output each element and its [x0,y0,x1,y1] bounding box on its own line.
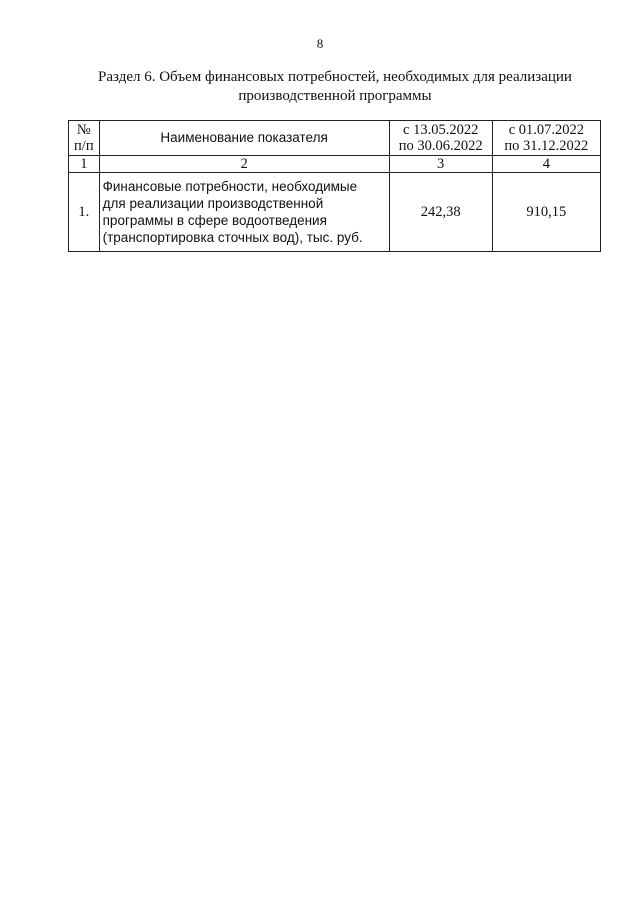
header-name-cell: Наименование показателя [99,121,389,156]
section-title-line-2: производственной программы [238,88,432,104]
header-num-line-1: № [76,121,91,138]
page-number: 8 [316,36,324,51]
row-period-2-value: 910,15 [492,173,600,252]
table-row [69,173,601,252]
row-name-line-1: Финансовые потребности, необходимые [102,179,358,194]
header-period-2-cell [492,121,600,156]
section-title [70,68,600,106]
row-name-line-4: (транспортировка сточных вод), тыс. руб. [102,230,363,245]
index-cell-4: 4 [492,156,600,173]
index-cell-2: 2 [99,156,389,173]
financial-needs-table [68,120,601,252]
header-num-cell [69,121,100,156]
index-cell-3: 3 [389,156,492,173]
header-period-1-cell [389,121,492,156]
row-name-line-3: программы в сфере водоотведения [102,213,327,228]
header-period-1-line-1: с 13.05.2022 [403,121,479,138]
table-index-row [69,156,601,173]
row-num-cell: 1. [69,173,100,252]
header-period-2-line-1: с 01.07.2022 [508,121,585,138]
header-num-line-2: п/п [74,138,94,154]
header-period-2-line-2: по 31.12.2022 [504,138,589,154]
index-cell-1: 1 [69,156,100,173]
table-header-row [69,121,601,156]
header-period-1-line-2: по 30.06.2022 [398,138,483,154]
section-title-line-1: Раздел 6. Объем финансовых потребностей, необходимых для реализации [98,69,572,85]
row-period-1-value: 242,38 [389,173,492,252]
row-name-line-2: для реализации производственной [102,196,324,211]
row-name-cell [99,173,389,252]
